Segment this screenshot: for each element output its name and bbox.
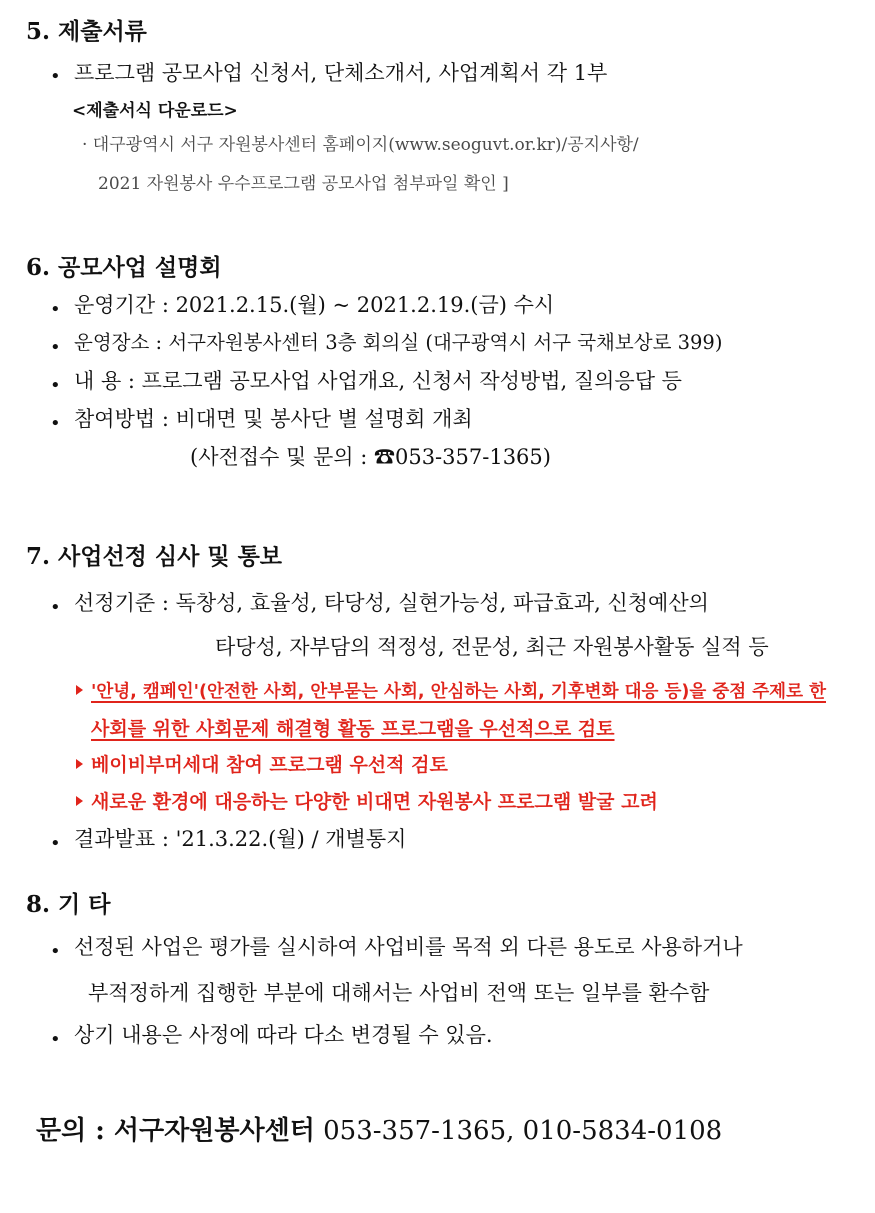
priority-1-line2: 사회를 위한 사회문제 해결형 활동 프로그램을 우선적으로 검토 — [91, 718, 615, 740]
priority-1-line1: '안녕, 캠페인'(안전한 사회, 안부묻는 사회, 안심하는 사회, 기후변화 대응 등)을 중점 주제로 한 — [76, 684, 826, 702]
triangle-bullet-icon — [76, 796, 83, 806]
bullet: • — [50, 66, 61, 87]
section-8-item1-line1: 선정된 사업은 평가를 실시하여 사업비를 목적 외 다른 용도로 사용하거나 — [74, 935, 743, 959]
bullet: • — [50, 833, 61, 854]
bullet: • — [50, 413, 61, 434]
section-7-heading: 7. 사업선정 심사 및 통보 — [26, 543, 283, 570]
bullet: • — [50, 1029, 61, 1050]
contact-label: 문의 : 서구자원봉사센터 — [36, 1116, 315, 1146]
section-6-item-content: 내 용 : 프로그램 공모사업 사업개요, 신청서 작성방법, 질의응답 등 — [74, 369, 682, 393]
section-8-item1-line2: 부적정하게 집행한 부분에 대해서는 사업비 전액 또는 일부를 환수함 — [88, 981, 710, 1005]
bullet: • — [50, 597, 61, 618]
priority-3: 새로운 환경에 대응하는 다양한 비대면 자원봉사 프로그램 발굴 고려 — [76, 793, 658, 812]
contact-footer — [36, 1118, 722, 1144]
download-info-line2: 2021 자원봉사 우수프로그램 공모사업 첨부파일 확인 ] — [98, 174, 509, 194]
section-5-heading: 5. 제출서류 — [26, 18, 147, 45]
result-announcement: 결과발표 : '21.3.22.(월) / 개별통지 — [74, 827, 407, 851]
download-title: <제출서식 다운로드> — [72, 101, 238, 121]
triangle-bullet-icon — [76, 759, 83, 769]
contact-numbers: 053-357-1365, 010-5834-0108 — [314, 1116, 723, 1146]
bullet: • — [50, 375, 61, 396]
section-8-heading: 8. 기 타 — [26, 891, 111, 918]
section-8-item2: 상기 내용은 사정에 따라 다소 변경될 수 있음. — [74, 1023, 493, 1047]
triangle-bullet-icon — [76, 685, 83, 695]
section-6-item-period: 운영기간 : 2021.2.15.(월) ~ 2021.2.19.(금) 수시 — [74, 293, 555, 317]
priority-2: 베이비부머세대 참여 프로그램 우선적 검토 — [76, 756, 448, 775]
bullet: • — [50, 941, 61, 962]
download-info-line1: · 대구광역시 서구 자원봉사센터 홈페이지(www.seoguvt.or.kr)/공지사항/ — [82, 135, 639, 155]
section-6-item-place: 운영장소 : 서구자원봉사센터 3층 회의실 (대구광역시 서구 국채보상로 399) — [74, 331, 723, 354]
section-5-item: 프로그램 공모사업 신청서, 단체소개서, 사업계획서 각 1부 — [74, 61, 608, 85]
selection-criteria-line2: 타당성, 자부담의 적정성, 전문성, 최근 자원봉사활동 실적 등 — [215, 635, 769, 659]
bullet: • — [50, 299, 61, 320]
section-6-heading: 6. 공모사업 설명회 — [26, 254, 222, 281]
bullet: • — [50, 337, 61, 358]
selection-criteria-line1: 선정기준 : 독창성, 효율성, 타당성, 실현가능성, 파급효과, 신청예산의 — [74, 591, 709, 615]
section-6-contact: (사전접수 및 문의 : ☎053-357-1365) — [190, 445, 551, 469]
section-6-item-method: 참여방법 : 비대면 및 봉사단 별 설명회 개최 — [74, 407, 473, 431]
